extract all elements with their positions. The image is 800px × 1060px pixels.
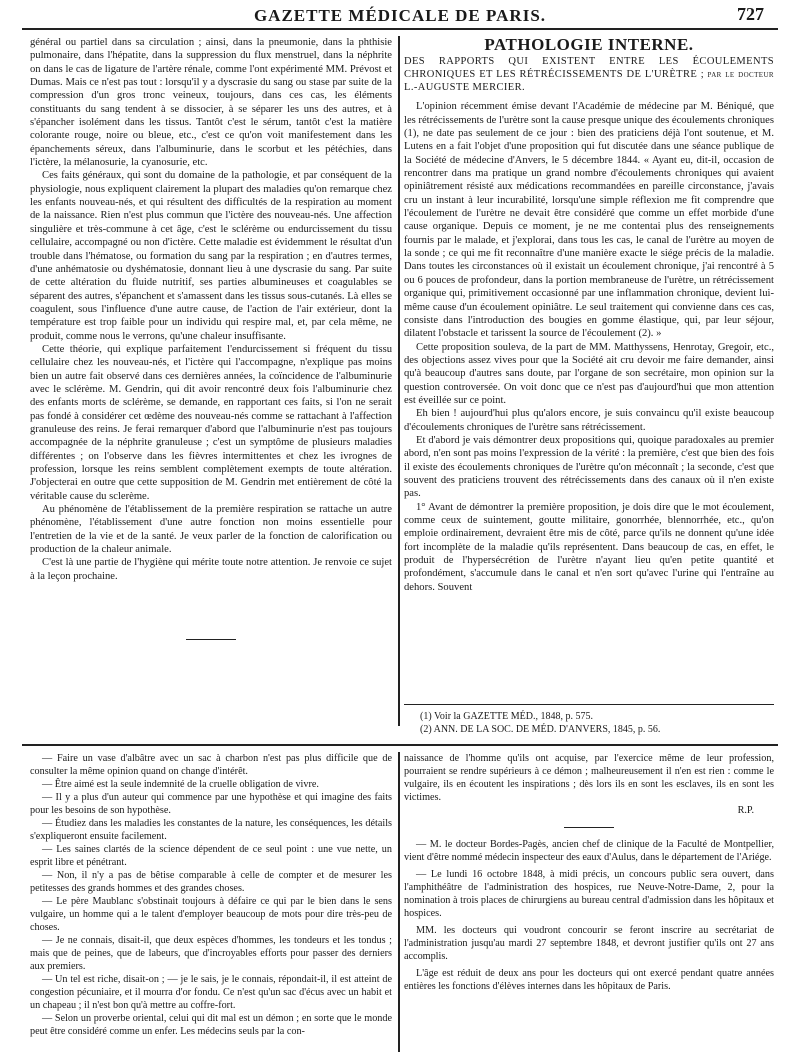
maxim: naissance de l'homme qu'ils ont acquise, par l'exercice même de leur profession, pourraient se rendre supérieurs à ce démon ; malheureusement il n'en est rien : comme le vulgaire, ils en écoutent les inspirations ; dès lors ils en sont les esclaves, ils en sont les victimes. — [404, 753, 774, 803]
section-divider — [22, 744, 778, 746]
footnote: (2) ANN. DE LA SOC. DE MÉD. D'ANVERS, 1845, p. 56. — [420, 724, 661, 735]
section-title: PATHOLOGIE INTERNE. — [484, 36, 694, 54]
paragraph: Cette théorie, qui explique parfaitement l'endurcissement si fréquent du tissu cellulaire chez les nouveau-nés, et l'ictère qui l'accompagne, n'explique pas moins bien un autre fait observé dans ces dernières années, la coïncidence de l'albuminurie avec le sclérème. M. Gendrin, qui dit avoir rencontré deux fois l'albuminurie chez des enfants morts de sclérème, se demande, en rapportant ces faits, si l'on ne serait pas fondé à considérer cet œdème des nouveau-nés comme se rattachant à l'affection granuleuse des reins. Je ferai remarquer d'abord que l'albuminurie n'est pas toujours accompagnée de la néphrite granuleuse ; c'est un symptôme de plusieurs maladies différentes ; on l'observe dans les fièvres intermittentes et chez les ivrognes de profession, lorsque les reins semblent complètement exempts de toute altération. J'objecterai en outre que cette supposition de M. Gendrin met entièrement de côté la véritable cause du sclerème. — [30, 343, 392, 502]
maxim: — Faire un vase d'albâtre avec un sac à charbon n'est pas plus difficile que de consulter la même opinion quand on change d'intérêt. — [30, 753, 392, 777]
maxim: — Non, il n'y a pas de bêtise comparable à celle de compter et de mesurer les petitesses des grands hommes et des grandes choses. — [30, 870, 392, 894]
paragraph: Cette proposition souleva, de la part de MM. Matthyssens, Henrotay, Gregoir, etc., des objections assez vives pour que la Société ait cru devoir me faire demander, ainsi qu'à beaucoup d'autres sans doute, par l'organe de son secrétaire, mon opinion sur la question controversée. On voit donc que ce n'est pas d'aujourd'hui que mon attention est éveillée sur ce point. — [404, 341, 774, 406]
footnote-rule — [404, 704, 774, 705]
header-rule — [22, 28, 778, 30]
bottom-left-column — [30, 752, 392, 1052]
page-header — [20, 4, 780, 28]
footnotes — [420, 710, 770, 736]
footnote: (1) Voir la GAZETTE MÉD., 1848, p. 575. — [420, 711, 593, 722]
maxim: — Étudiez dans les maladies les constantes de la nature, les conséquences, les détails s'expliqueront ensuite facilement. — [30, 818, 392, 842]
page-number: 727 — [737, 4, 764, 24]
end-rule — [186, 639, 236, 640]
paragraph: Eh bien ! aujourd'hui plus qu'alors encore, je suis convaincu qu'il existe beaucoup d'écoulements chroniques de l'urètre sans rétrécissement. — [404, 408, 774, 433]
maxim: — Je ne connais, disait-il, que deux espèces d'hommes, les tondeurs et les tondus ; mais que de peines, que de labeurs, que d'incroyables efforts pour passer des derniers aux premiers. — [30, 935, 392, 972]
right-column — [404, 36, 774, 686]
news-rule — [564, 827, 614, 828]
maxim: — Les saines clartés de la science dépendent de ce seul point : une vue nette, un esprit libre et pénétrant. — [30, 844, 392, 868]
article-title: DES RAPPORTS QUI EXISTENT ENTRE LES ÉCOULEMENTS CHRONIQUES ET LES RÉTRÉCISSEMENTS DE L'URÈTRE ; par le docteur L.-AUGUSTE MERCIER. — [404, 56, 774, 94]
paragraph: général ou partiel dans sa circulation ; ainsi, dans la pneumonie, dans la phthisie pulmonaire, dans l'hépatite, dans la suppression du flux menstruel, dans la néphrite on dans le cas de ligature de l'artère rénale, comme l'ont expérimenté MM. Prévost et Dumas. Mais ce n'est pas tout : lorsqu'il y a dyscrasie du sang ou stase par suite de la compression d'un gros tronc veineux, toujours, dans ces cas, les éléments constituants du sang tendent à se dissocier, à se séparer les uns des autres, et à s'épancher isolément dans les tissus. Tantôt c'est le sérum, tantôt c'est la matière colorante rouge, noire ou bleue, etc., c'est ce qu'on voit manifestement dans les épanchements séreux, dans l'albuminurie, dans le scorbut et les pétéchies, dans l'ictère, la mélanosurie, la cyanosurie, etc. — [30, 37, 392, 169]
paragraph: Ces faits généraux, qui sont du domaine de la pathologie, et par conséquent de la physiologie, nous expliquent clairement la plupart des maladies qu'on remarque chez les enfants nouveau-nés, et qui résultent des difficultés de la respiration au moment de la naissance. Rien n'est plus commun que l'ictère des nouveau-nés. Une affection singulière et très-commune à cet âge, c'est le sclérème ou endurcissement du tissu cellulaire, accompagné ou non d'ictère. Cette maladie est évidemment le résultat d'un trouble dans l'hématose, ou formation du sang par la respiration ; en d'autres termes, d'une anhématosie ou dyshématosie, donnant lieu à une dyscrasie du sang. Par suite de cette altération du fluide nutritif, ses parties albumineuses et coagulables se séparent des autres, s'épanchent et s'amassent dans les tissus sous-cutanés. Là elles se coagulent, sous l'influence d'une autre cause, de l'action de l'air extérieur, dont la température est trop faible pour un individu qui respire mal, et, par cela même, ne produit, comme nous le verrons, qu'une chaleur insuffisante. — [30, 170, 392, 342]
maxim: — Être aimé est la seule indemnité de la cruelle obligation de vivre. — [42, 779, 319, 790]
paragraph: 1° Avant de démontrer la première proposition, je dois dire que le mot écoulement, comme ceux de suintement, goutte militaire, gonorrhée, blennorrhée, etc., qu'on emploie ordinairement, devraient être mis de côté, parce qu'ils ne donnent qu'une idée fort incomplète de la maladie qu'ils représentent. Dans beaucoup de cas, en effet, le produit de l'hypersécrétion de l'urètre n'ayant lieu qu'en petite quantité et profondément, s'accumule dans le canal et n'en sort qu'avec l'urine qui l'entraîne au dehors. Souvent — [404, 501, 774, 593]
maxim: — Selon un proverbe oriental, celui qui dit mal est un démon ; en sorte que le monde peut être considéré comme un enfer. Les médecins seuls par la con- — [30, 1013, 392, 1037]
maxim: — Le père Maublanc s'obstinait toujours à défaire ce qui par le bien dans le sens vulgaire, un homme qui a le talent d'employer beaucoup de mots pour dire très-peu de choses. — [30, 896, 392, 933]
signature: R.P. — [737, 805, 754, 816]
maxim: — Il y a plus d'un auteur qui commence par une hypothèse et qui imagine des faits pour les besoins de son hypothèse. — [30, 792, 392, 816]
news-item: L'âge est réduit de deux ans pour les docteurs qui ont exercé pendant quatre années entières les fonctions d'élèves internes dans les hôpitaux de Paris. — [404, 968, 774, 992]
bottom-right-column — [404, 752, 774, 1052]
column-divider — [398, 36, 400, 726]
paragraph: L'opinion récemment émise devant l'Académie de médecine par M. Béniqué, que les rétrécissements de l'urètre sont la cause presque unique des écoulements chroniques (1), ne date pas seulement de ce jour : bien des praticiens déjà l'ont soutenue, et M. Lutens en a fait l'objet d'une proposition qui fut discutée dans une séance publique de la Société de médecine d'Anvers, le 5 décembre 1844. « Ayant eu, dit-il, occasion de rencontrer dans ma pratique un grand nombre d'écoulements chroniques qui avaient opiniâtrement résisté aux médications recommandées en pareille circonstance, j'avais cru un instant à leur incurabilité, lorsqu'une simple réflexion me fit comprendre que l'écoulement de l'urètre ne devait être considéré que comme un effet morbide d'une cause organique. Depuis ce moment, je ne me contentai plus des renseignements fournis par le malade, et j'explorai, dans tous les cas, le canal de l'urètre au moyen de la sonde ; ce qui me fit reconnaître d'une manière exacte le siége précis de la maladie. Dans toutes les circonstances où il existait un écoulement chronique, j'ai rencontré à 5 ou 6 pouces de profondeur, dans la portion membraneuse de l'urètre, un rétrécissement organique qui, primitivement occasionné par une inflammation chronique, devient lui-même cause d'un écoulement opiniâtre. Le seul traitement qui convienne dans ces cas, consiste dans l'introduction des bougies en gomme élastique, qui, par leur séjour, dilatent l'obstacle et tarissent la source de l'écoulement (2). » — [404, 101, 774, 340]
news-item: MM. les docteurs qui voudront concourir se feront inscrire au secrétariat de l'administration jusqu'au mardi 27 septembre 1848, et devront justifier qu'ils ont 27 ans accomplis. — [404, 925, 774, 962]
news-item: — M. le docteur Bordes-Pagès, ancien chef de clinique de la Faculté de Montpellier, vient d'être nommé médecin inspecteur des eaux d'Aulus, dans le département de l'Ariége. — [404, 839, 774, 863]
left-column — [30, 36, 392, 676]
journal-title: GAZETTE MÉDICALE DE PARIS. — [253, 6, 547, 25]
news-item: — Le lundi 16 octobre 1848, à midi précis, un concours public sera ouvert, dans l'amphithéâtre de l'administration des hospices, rue Neuve-Notre-Dame, 2, pour la nomination à trois places de chirurgiens au bureau central d'admission dans les hôpitaux et hospices. — [404, 869, 774, 919]
column-divider-lower — [398, 752, 400, 1052]
paragraph: Et d'abord je vais démontrer deux propositions qui, quoique paradoxales au premier abord, n'en sont pas moins l'expression de la vérité : la première, c'est que bien des fois il existe des écoulements chroniques de l'urètre qu'on méconnaît ; la seconde, c'est que souvent des praticiens trouvent des rétrécissements dans des canaux où il n'en existe pas. — [404, 434, 774, 500]
paragraph: C'est là une partie de l'hygiène qui mérite toute notre attention. Je renvoie ce sujet à la leçon prochaine. — [30, 557, 392, 582]
paragraph: Au phénomène de l'établissement de la première respiration se rattache un autre phénomène, l'établissement d'une autre fonction non moins essentielle pour l'entretien de la vie et de la santé. Je veux parler de la fonction de calorification ou production de la chaleur animale. — [30, 504, 392, 556]
maxim: — Un tel est riche, disait-on ; — je le sais, je le connais, répondait-il, il est atteint de congestion pécuniaire, et il mourra d'or fondu. Ce n'est qu'un sac d'écus avec un habit et un chapeau ; il n'est bon qu'à mettre au coffre-fort. — [30, 974, 392, 1011]
